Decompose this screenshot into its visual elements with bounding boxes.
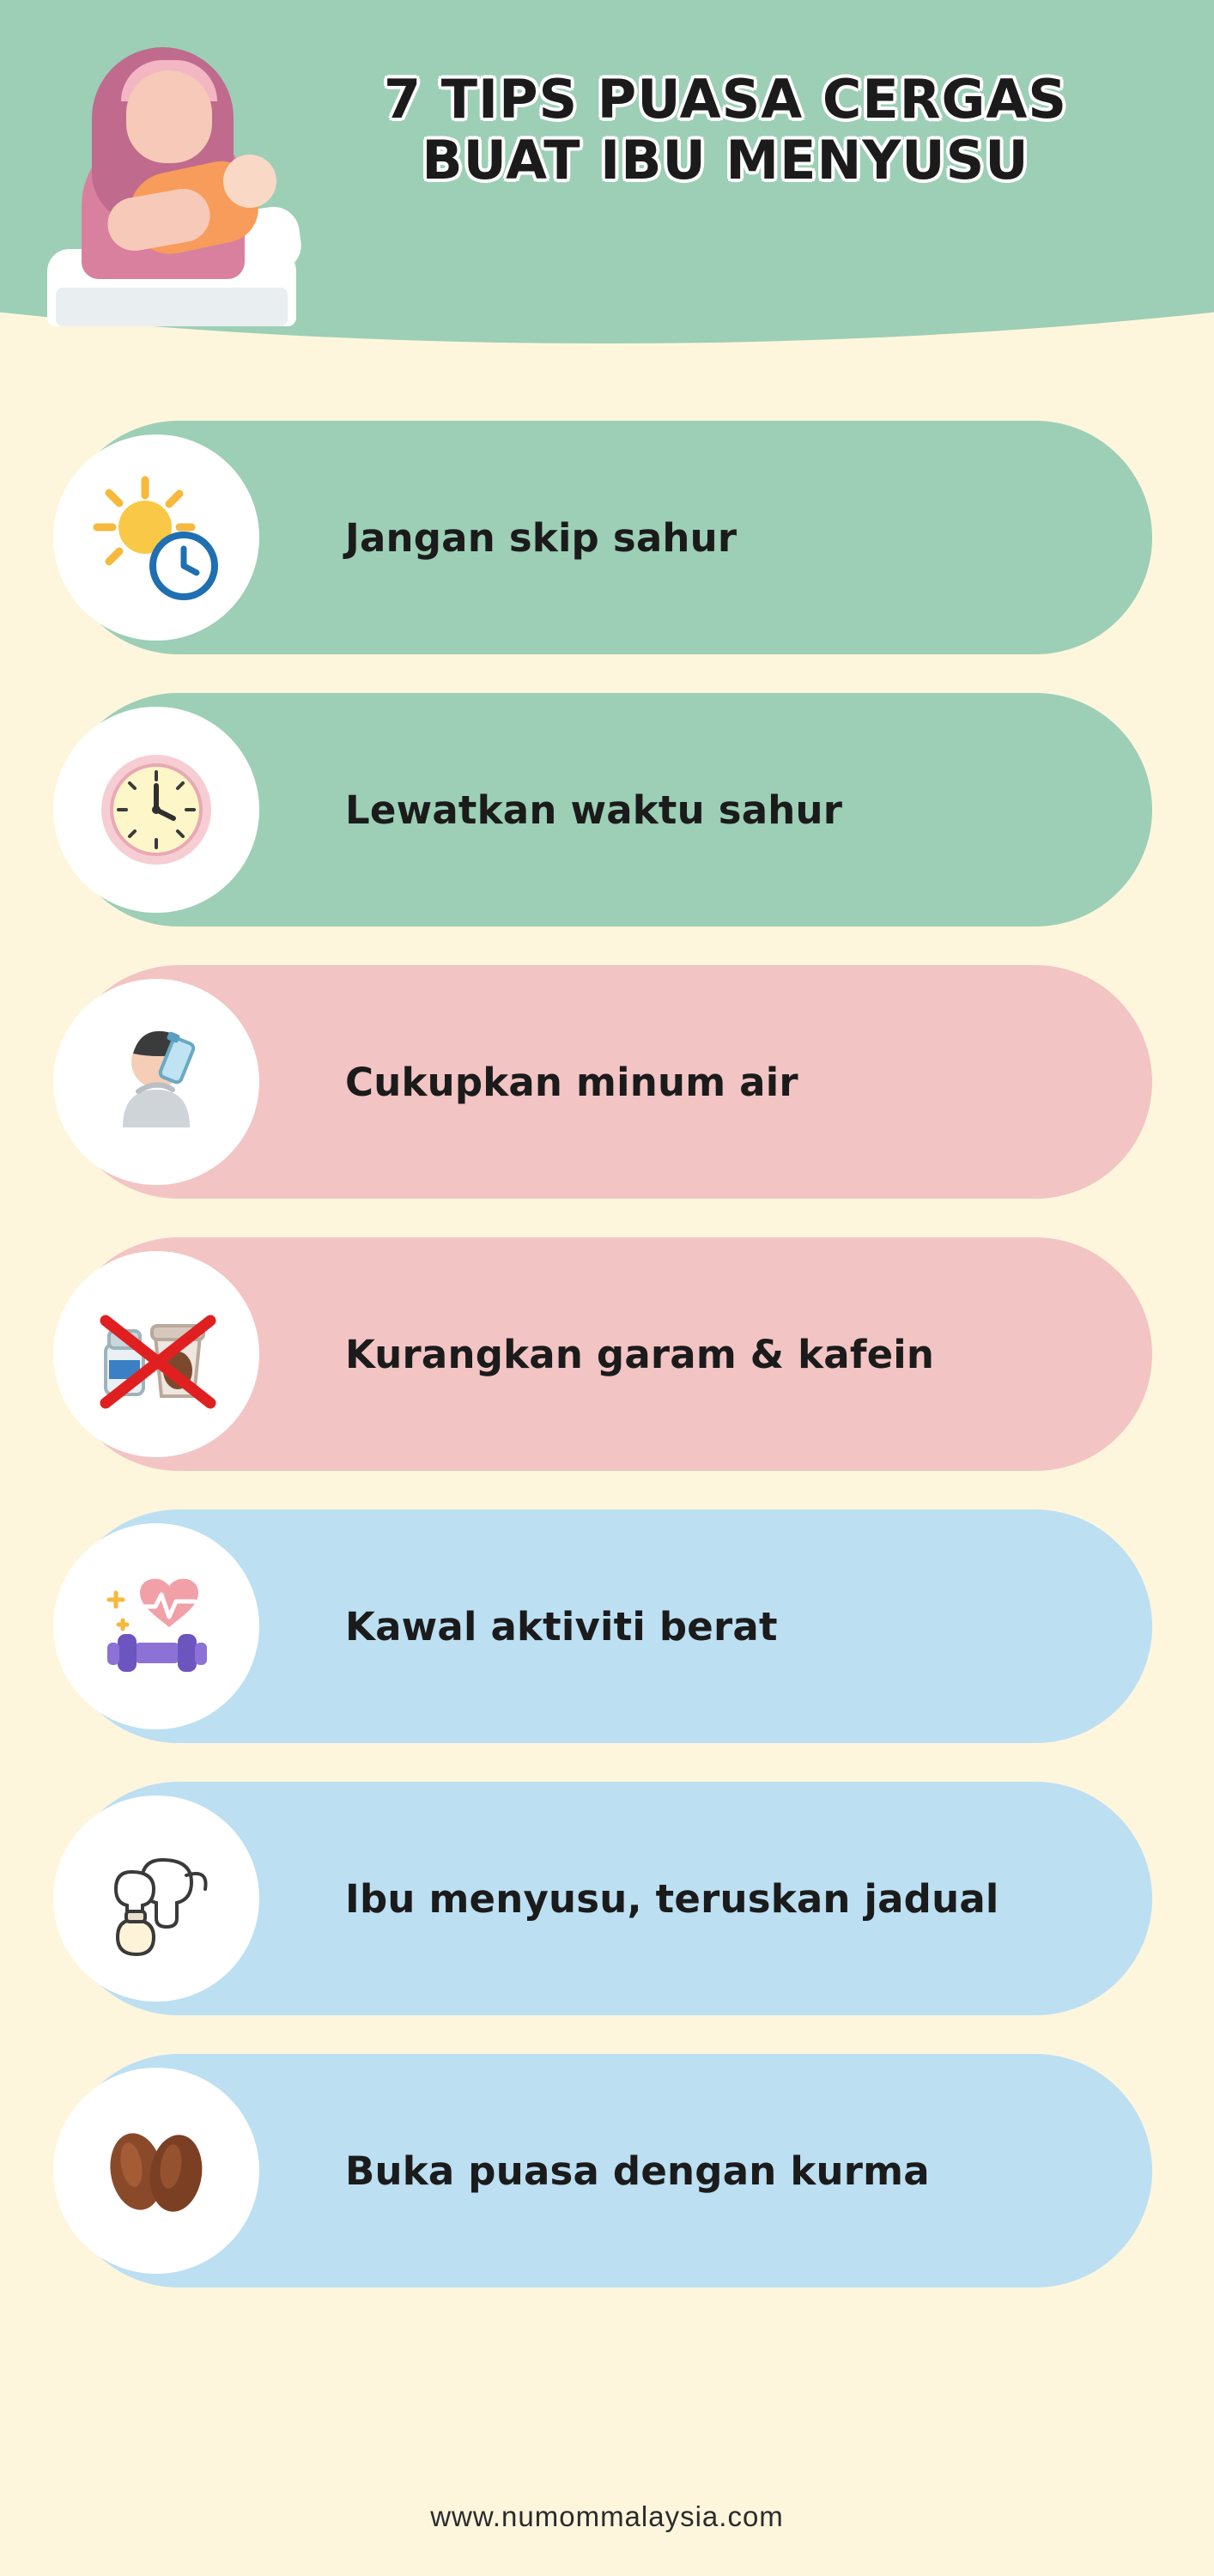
tip-icon-badge	[53, 707, 259, 913]
dumbbell-heartbeat-icon	[83, 1553, 229, 1699]
page-title	[283, 69, 1168, 191]
title-line-2: BUAT IBU MENYUSU	[422, 129, 1029, 192]
baby-head-shape	[223, 155, 276, 208]
list-item-label: Lewatkan waktu sahur	[345, 787, 843, 833]
list-item-label: Jangan skip sahur	[345, 514, 738, 561]
list-item	[62, 693, 1152, 927]
person-drinking-water-icon	[83, 1009, 229, 1155]
tip-icon-badge	[53, 1523, 259, 1729]
list-item	[62, 1782, 1152, 2015]
bed-shadow-shape	[56, 288, 288, 326]
list-item	[62, 1510, 1152, 1743]
tips-list	[0, 421, 1214, 2326]
header	[0, 0, 1214, 361]
sun-clock-icon	[83, 465, 229, 611]
list-item	[62, 2054, 1152, 2287]
no-salt-coffee-icon	[83, 1281, 229, 1427]
list-item-label: Cukupkan minum air	[345, 1059, 798, 1105]
list-item-label: Kurangkan garam & kafein	[345, 1331, 935, 1377]
breast-pump-icon	[83, 1826, 229, 1971]
mother-breastfeeding-baby-illustration	[47, 17, 305, 326]
tip-icon-badge	[53, 1795, 259, 2002]
tip-icon-badge	[53, 2068, 259, 2274]
footer-website: www.numommalaysia.com	[430, 2500, 784, 2532]
list-item	[62, 965, 1152, 1199]
tip-icon-badge	[53, 434, 259, 641]
alarm-clock-icon	[83, 737, 229, 883]
list-item	[62, 1237, 1152, 1471]
tip-icon-badge	[53, 979, 259, 1185]
list-item-label: Buka puasa dengan kurma	[345, 2148, 930, 2194]
list-item	[62, 421, 1152, 654]
list-item-label: Kawal aktiviti berat	[345, 1603, 778, 1649]
mother-face-shape	[126, 70, 212, 163]
dates-fruit-icon	[83, 2098, 229, 2244]
list-item-label: Ibu menyusu, teruskan jadual	[345, 1875, 999, 1922]
title-line-1: 7 TIPS PUASA CERGAS	[384, 68, 1067, 131]
tip-icon-badge	[53, 1251, 259, 1457]
